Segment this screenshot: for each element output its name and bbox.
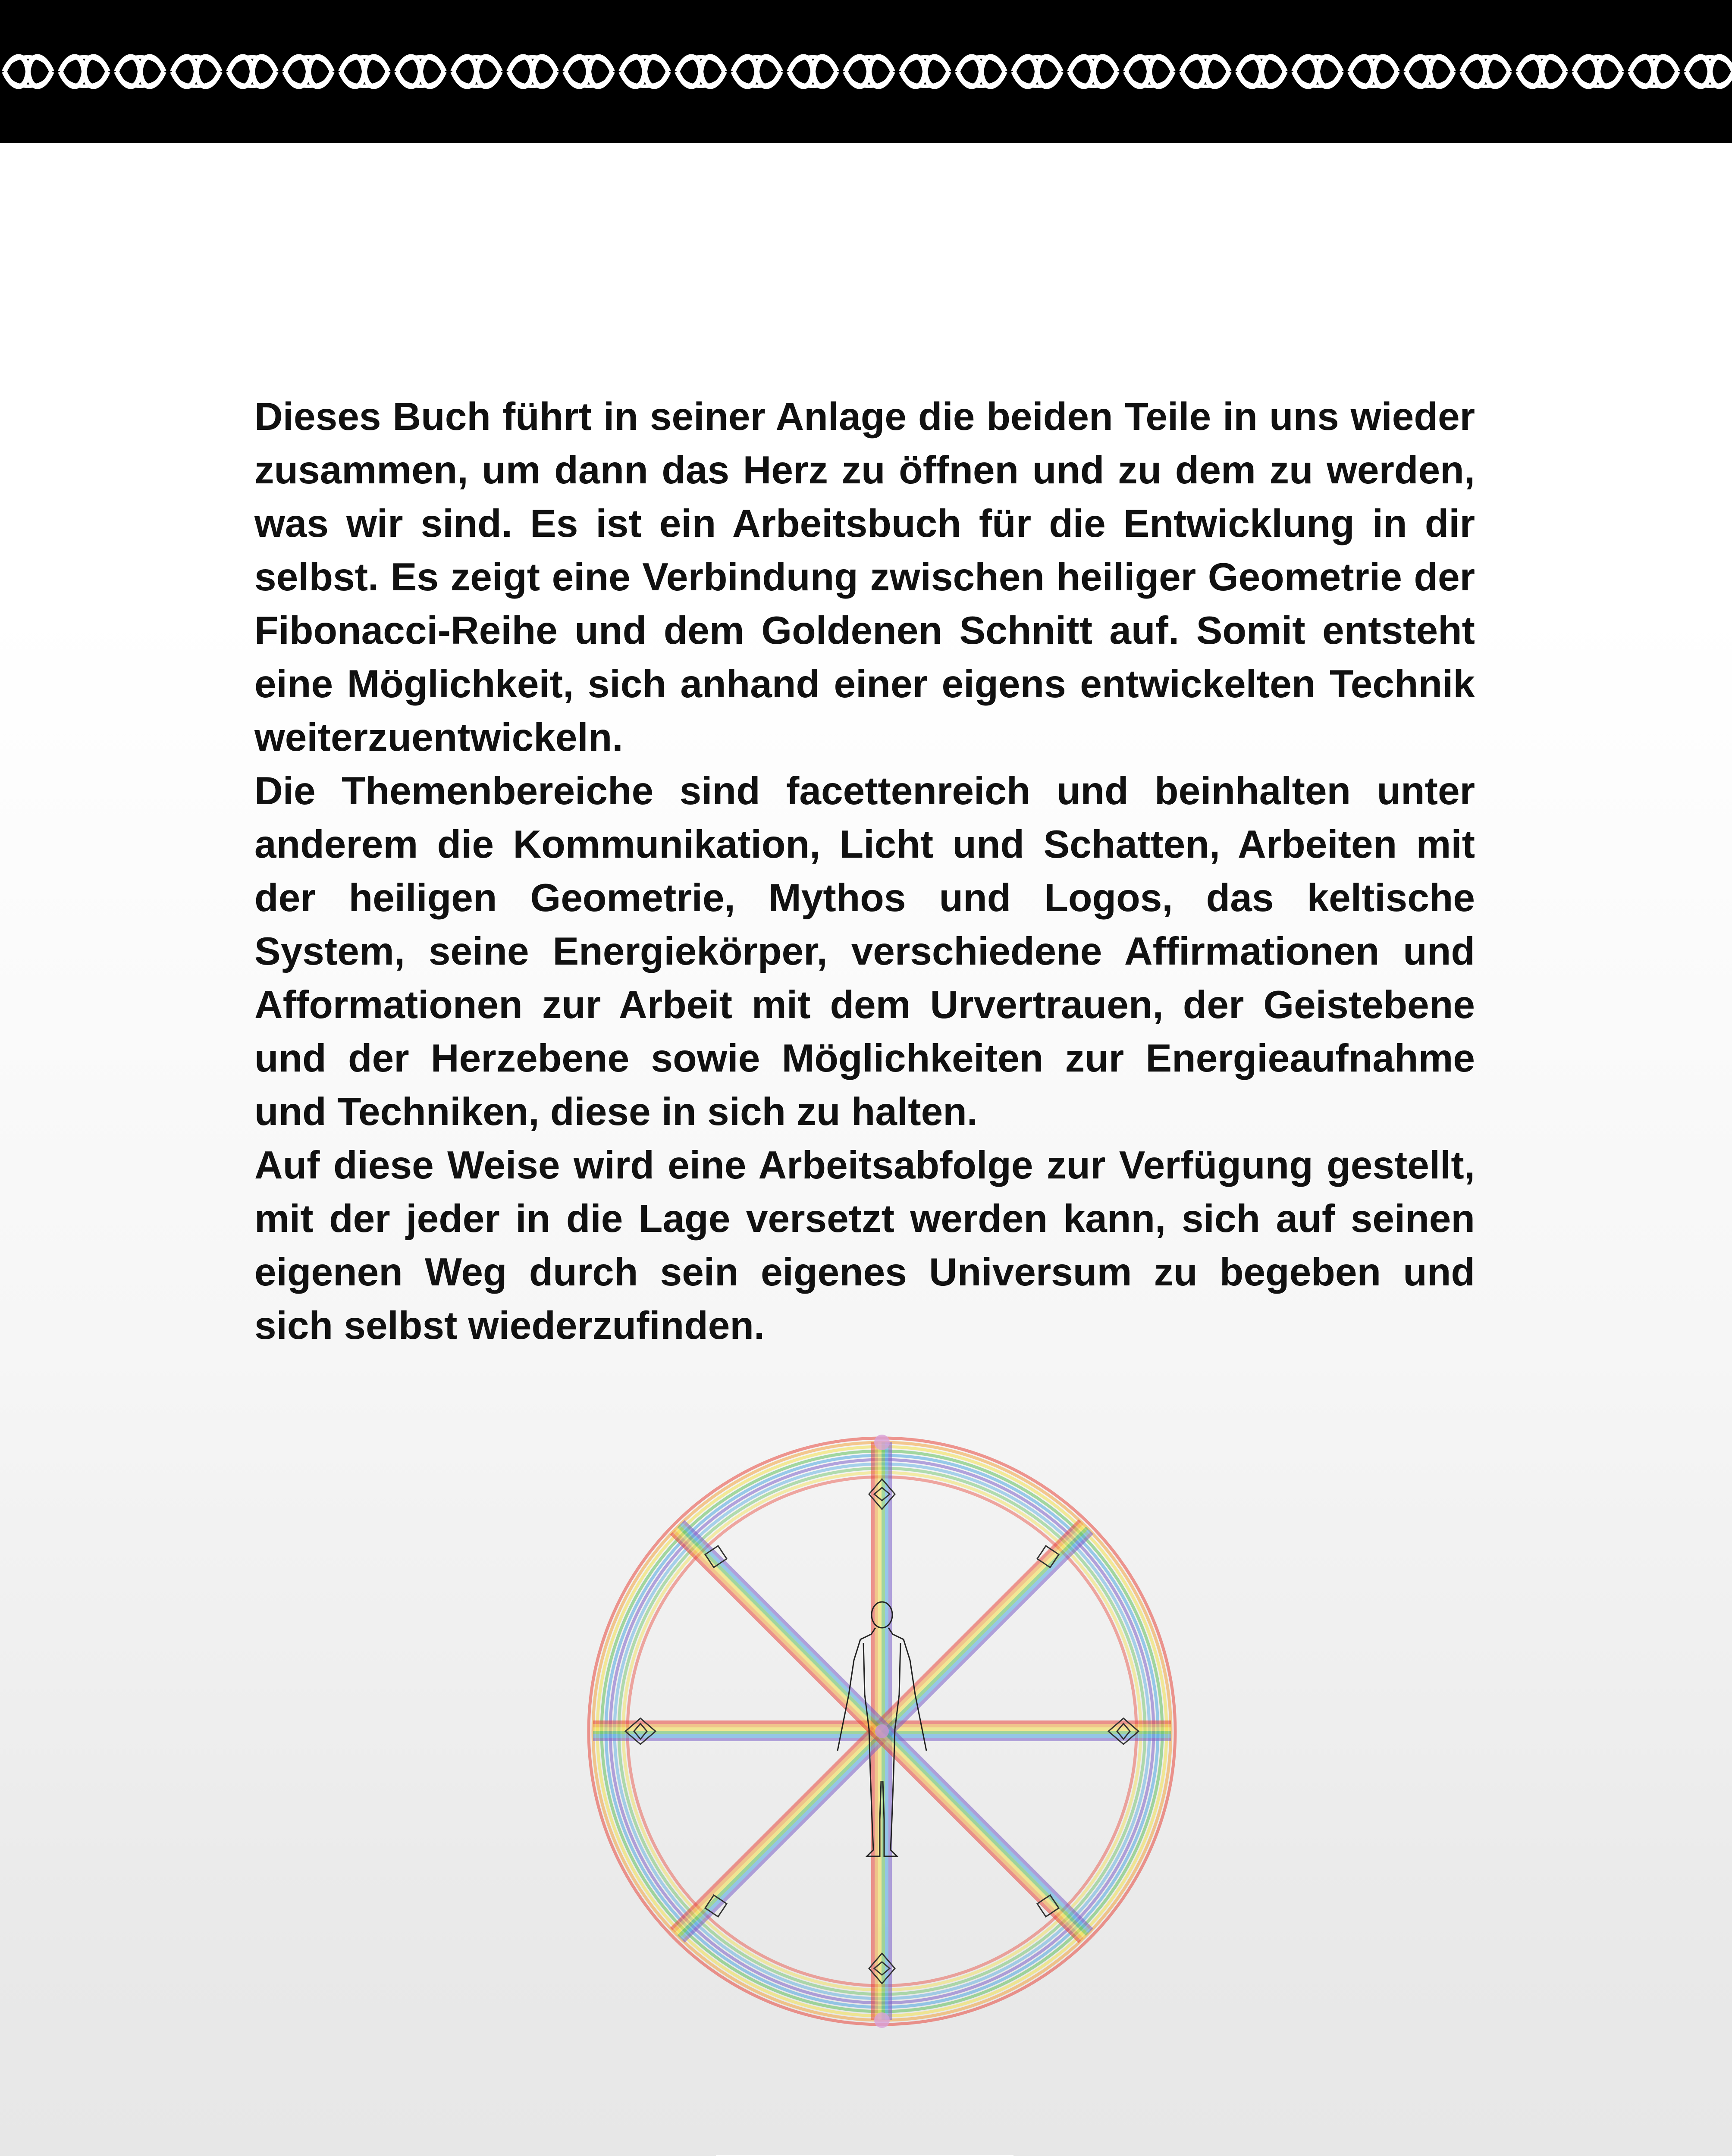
- back-cover-blurb: [254, 390, 1475, 1353]
- rainbow-wheel-icon: [578, 1419, 1186, 2044]
- blurb-paragraph-1: Dieses Buch führt in seiner Anlage die beiden Teile in uns wieder zusammen, um dann das Herz zu öffnen und zu dem zu werden, was wir sind. Es ist ein Arbeitsbuch für die Entwicklung in dir selbst. Es zeigt eine Verbindung zwischen heiliger Geometrie der Fibonacci-Reihe und dem Goldenen Schnitt auf. Somit entsteht eine Möglichkeit, sich anhand einer eigens entwickelten Technik weiterzuentwickeln.: [254, 395, 1475, 759]
- top-celtic-border: [0, 0, 1732, 143]
- celtic-knot-border-icon: [0, 0, 1732, 143]
- blurb-paragraph-2: Die Themenbereiche sind facettenreich und beinhalten unter anderem die Kommunikation, Licht und Schatten, Arbeiten mit der heiligen Geometrie, Mythos und Logos, das keltische System, seine Energiekörper, verschiedene Affirmationen und Afformationen zur Arbeit mit dem Urvertrauen, der Geistebene und der Herzebene sowie Möglichkeiten zur Energieaufnahme und Techniken, diese in sich zu halten.: [254, 769, 1475, 1134]
- blurb-paragraph-3: Auf diese Weise wird eine Arbeitsabfolge zur Verfügung gestellt, mit der jeder in die Lage versetzt werden kann, sich auf seinen eigenen Weg durch sein eigenes Universum zu begeben und sich selbst wiederzufinden.: [254, 1144, 1475, 1348]
